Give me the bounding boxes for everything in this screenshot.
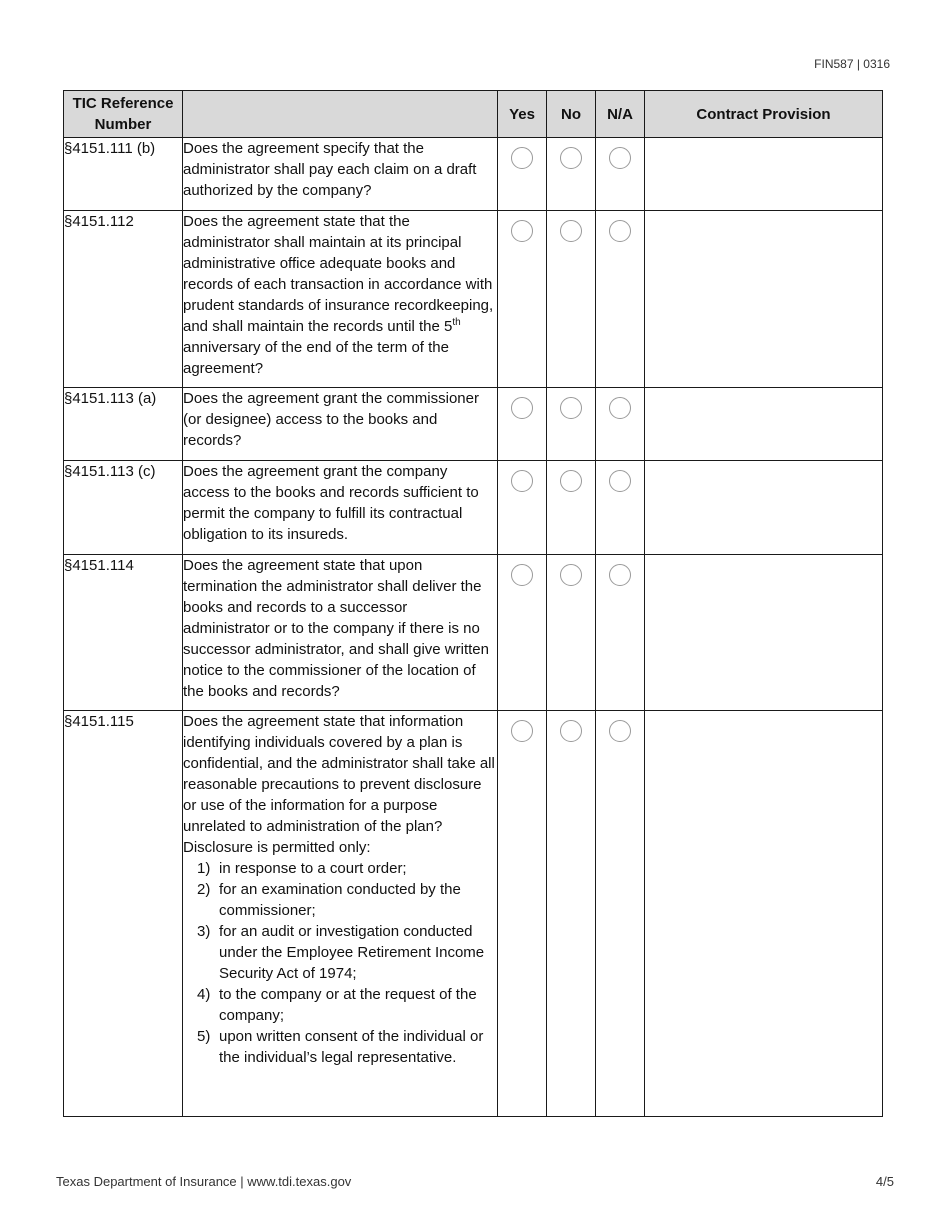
no-cell <box>547 461 596 555</box>
contract-provision-field[interactable] <box>645 211 883 388</box>
col-header-question <box>183 91 498 138</box>
col-header-provision: Contract Provision <box>645 91 883 138</box>
na-cell <box>596 711 645 1117</box>
yes-radio[interactable] <box>511 720 533 742</box>
question-text: Does the agreement state that information identifying individuals covered by a plan is confidential, and the administrator shall take all reasonable precautions to prevent disclosure or use of the information for a purpose unrelated to administration of the plan? Disclosure is permitted only: <box>183 713 495 856</box>
yes-cell <box>498 138 547 211</box>
no-radio[interactable] <box>560 564 582 586</box>
list-item <box>197 921 497 984</box>
yes-cell <box>498 711 547 1117</box>
na-cell <box>596 555 645 711</box>
no-cell <box>547 388 596 461</box>
yes-radio[interactable] <box>511 220 533 242</box>
question-cell: Does the agreement grant the commissioner (or designee) access to the books and records? <box>183 388 498 461</box>
question-text: Does the agreement state that the administrator shall maintain at its principal administrative office adequate books and records of each transaction in accordance with prudent standards of insurance recordkeeping, and shall maintain the records until the 5 <box>183 213 494 335</box>
col-header-na: N/A <box>596 91 645 138</box>
col-header-yes: Yes <box>498 91 547 138</box>
table-row <box>64 211 883 388</box>
na-cell <box>596 138 645 211</box>
contract-provision-field[interactable] <box>645 555 883 711</box>
yes-cell <box>498 555 547 711</box>
col-header-ref: TIC Reference Number <box>64 91 183 138</box>
footer-agency: Texas Department of Insurance | www.tdi.texas.gov <box>56 1174 352 1189</box>
form-code: FIN587 | 0316 <box>814 57 890 71</box>
na-cell <box>596 461 645 555</box>
checklist-table <box>63 90 883 1117</box>
yes-radio[interactable] <box>511 147 533 169</box>
ref-cell: §4151.113 (c) <box>64 461 183 555</box>
na-radio[interactable] <box>609 220 631 242</box>
table-header-row <box>64 91 883 138</box>
no-cell <box>547 211 596 388</box>
table-row <box>64 138 883 211</box>
question-superscript: th <box>452 317 461 328</box>
list-item-number: 2) <box>197 881 211 898</box>
no-cell <box>547 138 596 211</box>
yes-cell <box>498 211 547 388</box>
ref-cell: §4151.111 (b) <box>64 138 183 211</box>
contract-provision-field[interactable] <box>645 461 883 555</box>
no-cell <box>547 711 596 1117</box>
table-row <box>64 555 883 711</box>
na-radio[interactable] <box>609 564 631 586</box>
na-radio[interactable] <box>609 470 631 492</box>
ref-cell: §4151.112 <box>64 211 183 388</box>
yes-radio[interactable] <box>511 470 533 492</box>
table-row <box>64 388 883 461</box>
no-radio[interactable] <box>560 470 582 492</box>
na-radio[interactable] <box>609 147 631 169</box>
yes-cell <box>498 388 547 461</box>
table-row <box>64 461 883 555</box>
list-item <box>197 858 497 879</box>
no-radio[interactable] <box>560 720 582 742</box>
col-header-no: No <box>547 91 596 138</box>
contract-provision-field[interactable] <box>645 388 883 461</box>
question-cell: Does the agreement specify that the administrator shall pay each claim on a draft authorized by the company? <box>183 138 498 211</box>
na-cell <box>596 211 645 388</box>
na-cell <box>596 388 645 461</box>
question-cell: Does the agreement state that upon termination the administrator shall deliver the books and records to a successor administrator or to the company if there is no successor administrator, and shall give written notice to the commissioner of the location of the books and records? <box>183 555 498 711</box>
yes-radio[interactable] <box>511 564 533 586</box>
ref-cell: §4151.113 (a) <box>64 388 183 461</box>
yes-radio[interactable] <box>511 397 533 419</box>
no-radio[interactable] <box>560 147 582 169</box>
question-cell <box>183 211 498 388</box>
list-item <box>197 984 497 1026</box>
no-cell <box>547 555 596 711</box>
question-cell <box>183 711 498 1117</box>
question-cell: Does the agreement grant the company access to the books and records sufficient to permit the company to fulfill its contractual obligation to its insureds. <box>183 461 498 555</box>
list-item-text: to the company or at the request of the company; <box>219 986 477 1024</box>
list-item-number: 4) <box>197 986 211 1003</box>
no-radio[interactable] <box>560 397 582 419</box>
na-radio[interactable] <box>609 397 631 419</box>
list-item <box>197 1026 497 1068</box>
page-number: 4/5 <box>875 1174 894 1189</box>
question-text-end: anniversary of the end of the term of the agreement? <box>183 339 449 377</box>
list-item-text: upon written consent of the individual or the individual’s legal representative. <box>219 1028 484 1066</box>
yes-cell <box>498 461 547 555</box>
list-item <box>197 879 497 921</box>
contract-provision-field[interactable] <box>645 711 883 1117</box>
list-item-number: 3) <box>197 923 211 940</box>
list-item-text: in response to a court order; <box>219 860 407 877</box>
list-item-number: 5) <box>197 1028 211 1045</box>
no-radio[interactable] <box>560 220 582 242</box>
na-radio[interactable] <box>609 720 631 742</box>
table-row <box>64 711 883 1117</box>
list-item-text: for an audit or investigation conducted under the Employee Retirement Income Security Act of 1974; <box>219 923 485 982</box>
disclosure-list <box>183 858 497 1068</box>
ref-cell: §4151.115 <box>64 711 183 1117</box>
list-item-number: 1) <box>197 860 211 877</box>
contract-provision-field[interactable] <box>645 138 883 211</box>
list-item-text: for an examination conducted by the commissioner; <box>219 881 461 919</box>
ref-cell: §4151.114 <box>64 555 183 711</box>
